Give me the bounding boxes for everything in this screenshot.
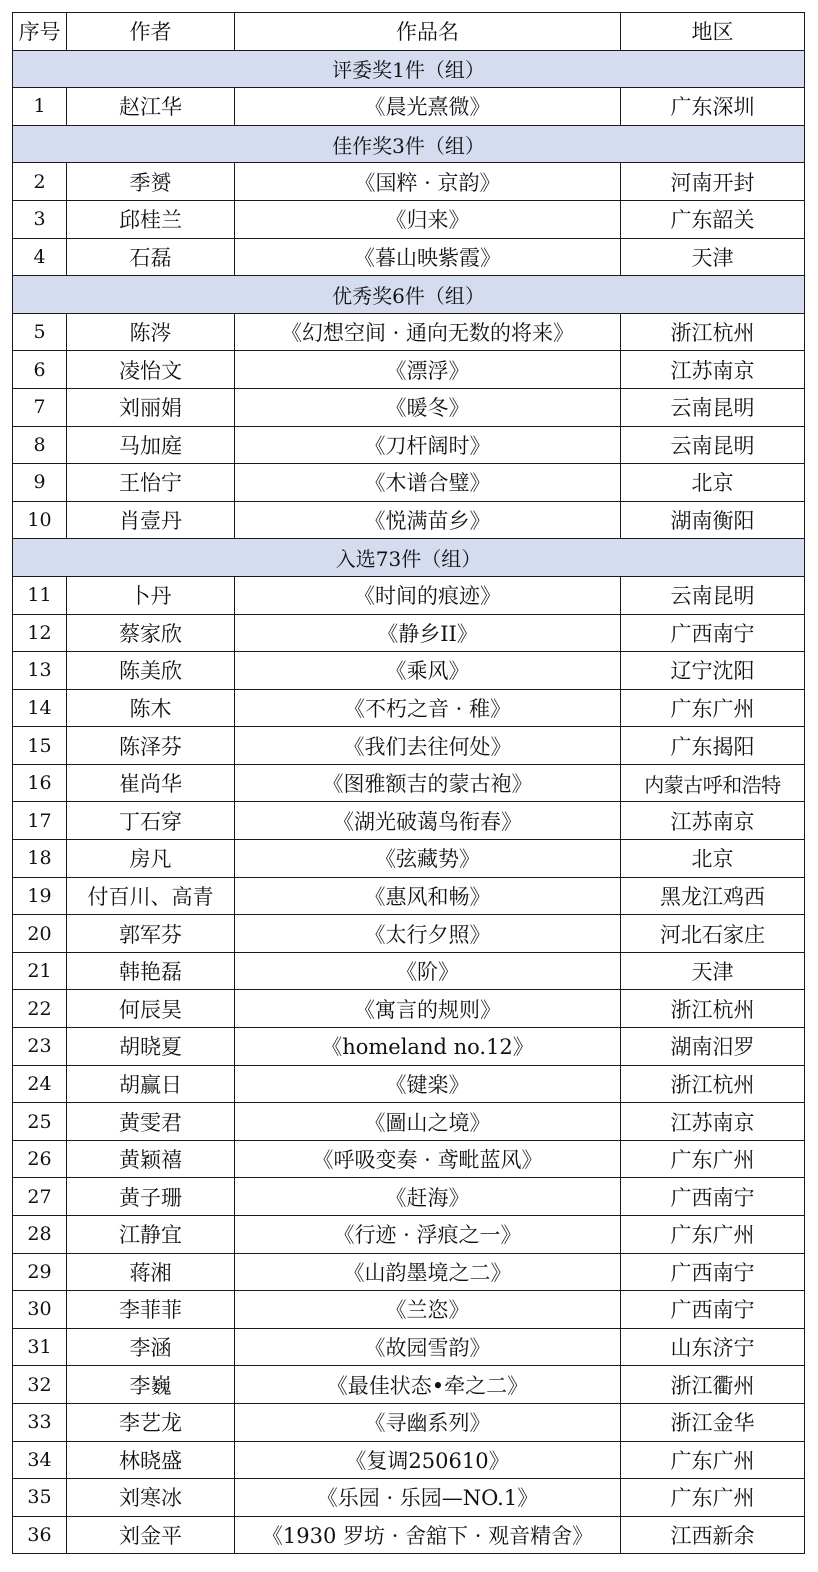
author-cell: 卜丹: [67, 576, 235, 614]
region-cell: 广东广州: [621, 689, 805, 727]
author-cell: 凌怡文: [67, 351, 235, 389]
author-cell: 胡晓夏: [67, 1028, 235, 1066]
work-title-cell: 《太行夕照》: [235, 915, 621, 953]
work-title-cell: 《呼吸变奏 · 鸢毗蓝风》: [235, 1140, 621, 1178]
row-number: 22: [13, 990, 67, 1028]
section-row: [13, 50, 805, 88]
author-cell: 李艺龙: [67, 1403, 235, 1441]
table-row: [13, 313, 805, 351]
row-number: 21: [13, 952, 67, 990]
header-work: 作品名: [235, 13, 621, 51]
row-number: 24: [13, 1065, 67, 1103]
work-title-cell: 《暮山映紫霞》: [235, 238, 621, 276]
work-title-cell: 《兰恣》: [235, 1291, 621, 1329]
work-title-cell: 《故园雪韵》: [235, 1328, 621, 1366]
author-cell: 房凡: [67, 840, 235, 878]
work-title-cell: 《乘风》: [235, 652, 621, 690]
row-number: 11: [13, 576, 67, 614]
table-row: [13, 952, 805, 990]
author-cell: 蒋湘: [67, 1253, 235, 1291]
row-number: 19: [13, 877, 67, 915]
author-cell: 黄雯君: [67, 1103, 235, 1141]
region-cell: 广东深圳: [621, 88, 805, 126]
work-title-cell: 《赶海》: [235, 1178, 621, 1216]
author-cell: 石磊: [67, 238, 235, 276]
table-row: [13, 351, 805, 389]
region-cell: 广东广州: [621, 1140, 805, 1178]
region-cell: 浙江杭州: [621, 313, 805, 351]
row-number: 14: [13, 689, 67, 727]
header-region: 地区: [621, 13, 805, 51]
table-row: [13, 764, 805, 802]
section-row: [13, 125, 805, 163]
table-body: [13, 50, 805, 1554]
row-number: 35: [13, 1479, 67, 1517]
region-cell: 江苏南京: [621, 351, 805, 389]
author-cell: 马加庭: [67, 426, 235, 464]
region-cell: 江苏南京: [621, 1103, 805, 1141]
work-title-cell: 《惠风和畅》: [235, 877, 621, 915]
table-row: [13, 1328, 805, 1366]
author-cell: 陈木: [67, 689, 235, 727]
table-row: [13, 464, 805, 502]
region-cell: 云南昆明: [621, 576, 805, 614]
region-cell: 云南昆明: [621, 426, 805, 464]
table-row: [13, 1253, 805, 1291]
work-title-cell: 《阶》: [235, 952, 621, 990]
row-number: 9: [13, 464, 67, 502]
work-title-cell: 《弦藏势》: [235, 840, 621, 878]
table-row: [13, 238, 805, 276]
work-title-cell: 《乐园 · 乐园—NO.1》: [235, 1479, 621, 1517]
table-row: [13, 1065, 805, 1103]
row-number: 16: [13, 764, 67, 802]
region-cell: 广东广州: [621, 1441, 805, 1479]
row-number: 30: [13, 1291, 67, 1329]
work-title-cell: 《寓言的规则》: [235, 990, 621, 1028]
author-cell: 江静宜: [67, 1216, 235, 1254]
author-cell: 蔡家欣: [67, 614, 235, 652]
row-number: 29: [13, 1253, 67, 1291]
table-row: [13, 1516, 805, 1554]
region-cell: 云南昆明: [621, 388, 805, 426]
table-row: [13, 802, 805, 840]
table-row: [13, 1140, 805, 1178]
work-title-cell: 《悦满苗乡》: [235, 501, 621, 539]
header-row: [13, 13, 805, 51]
region-cell: 浙江金华: [621, 1403, 805, 1441]
table-row: [13, 88, 805, 126]
author-cell: 林晓盛: [67, 1441, 235, 1479]
table-row: [13, 727, 805, 765]
author-cell: 刘金平: [67, 1516, 235, 1554]
author-cell: 陈涔: [67, 313, 235, 351]
row-number: 1: [13, 88, 67, 126]
section-title: 优秀奖6件（组）: [13, 276, 805, 314]
region-cell: 广西南宁: [621, 1253, 805, 1291]
region-cell: 浙江杭州: [621, 1065, 805, 1103]
work-title-cell: 《homeland no.12》: [235, 1028, 621, 1066]
row-number: 32: [13, 1366, 67, 1404]
row-number: 10: [13, 501, 67, 539]
section-row: [13, 276, 805, 314]
region-cell: 北京: [621, 840, 805, 878]
section-title: 佳作奖3件（组）: [13, 125, 805, 163]
region-cell: 广东广州: [621, 1479, 805, 1517]
work-title-cell: 《寻幽系列》: [235, 1403, 621, 1441]
table-row: [13, 689, 805, 727]
awards-table: [12, 12, 805, 1554]
work-title-cell: 《国粹 · 京韵》: [235, 163, 621, 201]
table-row: [13, 840, 805, 878]
section-title: 评委奖1件（组）: [13, 50, 805, 88]
work-title-cell: 《漂浮》: [235, 351, 621, 389]
table-row: [13, 990, 805, 1028]
table-row: [13, 501, 805, 539]
table-row: [13, 915, 805, 953]
author-cell: 刘丽娟: [67, 388, 235, 426]
region-cell: 内蒙古呼和浩特: [621, 764, 805, 802]
region-cell: 江西新余: [621, 1516, 805, 1554]
table-row: [13, 426, 805, 464]
row-number: 6: [13, 351, 67, 389]
author-cell: 李涵: [67, 1328, 235, 1366]
author-cell: 刘寒冰: [67, 1479, 235, 1517]
region-cell: 天津: [621, 238, 805, 276]
author-cell: 邱桂兰: [67, 200, 235, 238]
row-number: 8: [13, 426, 67, 464]
region-cell: 广东广州: [621, 1216, 805, 1254]
table-row: [13, 200, 805, 238]
region-cell: 浙江杭州: [621, 990, 805, 1028]
row-number: 27: [13, 1178, 67, 1216]
work-title-cell: 《1930 罗坊 · 舍舘下 · 观音精舍》: [235, 1516, 621, 1554]
row-number: 13: [13, 652, 67, 690]
row-number: 25: [13, 1103, 67, 1141]
region-cell: 黑龙江鸡西: [621, 877, 805, 915]
author-cell: 赵江华: [67, 88, 235, 126]
row-number: 4: [13, 238, 67, 276]
table-row: [13, 1178, 805, 1216]
author-cell: 崔尚华: [67, 764, 235, 802]
region-cell: 广西南宁: [621, 1291, 805, 1329]
row-number: 3: [13, 200, 67, 238]
author-cell: 王怡宁: [67, 464, 235, 502]
work-title-cell: 《最佳状态•牵之二》: [235, 1366, 621, 1404]
work-title-cell: 《静乡II》: [235, 614, 621, 652]
work-title-cell: 《复调250610》: [235, 1441, 621, 1479]
row-number: 18: [13, 840, 67, 878]
author-cell: 郭军芬: [67, 915, 235, 953]
work-title-cell: 《图雅额吉的蒙古袍》: [235, 764, 621, 802]
table-row: [13, 1441, 805, 1479]
section-row: [13, 539, 805, 577]
work-title-cell: 《不朽之音 · 稚》: [235, 689, 621, 727]
row-number: 23: [13, 1028, 67, 1066]
work-title-cell: 《刀杆阔时》: [235, 426, 621, 464]
row-number: 5: [13, 313, 67, 351]
table-row: [13, 614, 805, 652]
row-number: 7: [13, 388, 67, 426]
table-row: [13, 576, 805, 614]
region-cell: 天津: [621, 952, 805, 990]
region-cell: 江苏南京: [621, 802, 805, 840]
table-row: [13, 163, 805, 201]
author-cell: 胡赢日: [67, 1065, 235, 1103]
author-cell: 陈美欣: [67, 652, 235, 690]
author-cell: 付百川、高青: [67, 877, 235, 915]
author-cell: 季赟: [67, 163, 235, 201]
work-title-cell: 《行迹 · 浮痕之一》: [235, 1216, 621, 1254]
work-title-cell: 《时间的痕迹》: [235, 576, 621, 614]
row-number: 34: [13, 1441, 67, 1479]
work-title-cell: 《暖冬》: [235, 388, 621, 426]
author-cell: 陈泽芬: [67, 727, 235, 765]
table-row: [13, 1479, 805, 1517]
table-row: [13, 652, 805, 690]
section-title: 入选73件（组）: [13, 539, 805, 577]
work-title-cell: 《木谱合璧》: [235, 464, 621, 502]
region-cell: 广东韶关: [621, 200, 805, 238]
table-row: [13, 388, 805, 426]
table-row: [13, 877, 805, 915]
row-number: 12: [13, 614, 67, 652]
table-row: [13, 1103, 805, 1141]
work-title-cell: 《我们去往何处》: [235, 727, 621, 765]
work-title-cell: 《晨光熹微》: [235, 88, 621, 126]
region-cell: 湖南衡阳: [621, 501, 805, 539]
row-number: 20: [13, 915, 67, 953]
row-number: 2: [13, 163, 67, 201]
row-number: 15: [13, 727, 67, 765]
region-cell: 辽宁沈阳: [621, 652, 805, 690]
author-cell: 何辰昊: [67, 990, 235, 1028]
region-cell: 湖南汨罗: [621, 1028, 805, 1066]
table-row: [13, 1291, 805, 1329]
region-cell: 浙江衢州: [621, 1366, 805, 1404]
region-cell: 河北石家庄: [621, 915, 805, 953]
region-cell: 广东揭阳: [621, 727, 805, 765]
author-cell: 肖壹丹: [67, 501, 235, 539]
header-author: 作者: [67, 13, 235, 51]
table-row: [13, 1403, 805, 1441]
work-title-cell: 《湖光破蔼鸟衔春》: [235, 802, 621, 840]
region-cell: 河南开封: [621, 163, 805, 201]
work-title-cell: 《山韵墨境之二》: [235, 1253, 621, 1291]
row-number: 17: [13, 802, 67, 840]
table-row: [13, 1216, 805, 1254]
region-cell: 北京: [621, 464, 805, 502]
work-title-cell: 《圖山之境》: [235, 1103, 621, 1141]
region-cell: 山东济宁: [621, 1328, 805, 1366]
row-number: 33: [13, 1403, 67, 1441]
row-number: 26: [13, 1140, 67, 1178]
author-cell: 黄颖禧: [67, 1140, 235, 1178]
table-row: [13, 1028, 805, 1066]
author-cell: 黄子珊: [67, 1178, 235, 1216]
work-title-cell: 《键楽》: [235, 1065, 621, 1103]
region-cell: 广西南宁: [621, 1178, 805, 1216]
table-row: [13, 1366, 805, 1404]
author-cell: 李菲菲: [67, 1291, 235, 1329]
author-cell: 丁石穿: [67, 802, 235, 840]
work-title-cell: 《归来》: [235, 200, 621, 238]
row-number: 31: [13, 1328, 67, 1366]
row-number: 36: [13, 1516, 67, 1554]
author-cell: 韩艳磊: [67, 952, 235, 990]
work-title-cell: 《幻想空间 · 通向无数的将来》: [235, 313, 621, 351]
row-number: 28: [13, 1216, 67, 1254]
header-no: 序号: [13, 13, 67, 51]
region-cell: 广西南宁: [621, 614, 805, 652]
author-cell: 李巍: [67, 1366, 235, 1404]
